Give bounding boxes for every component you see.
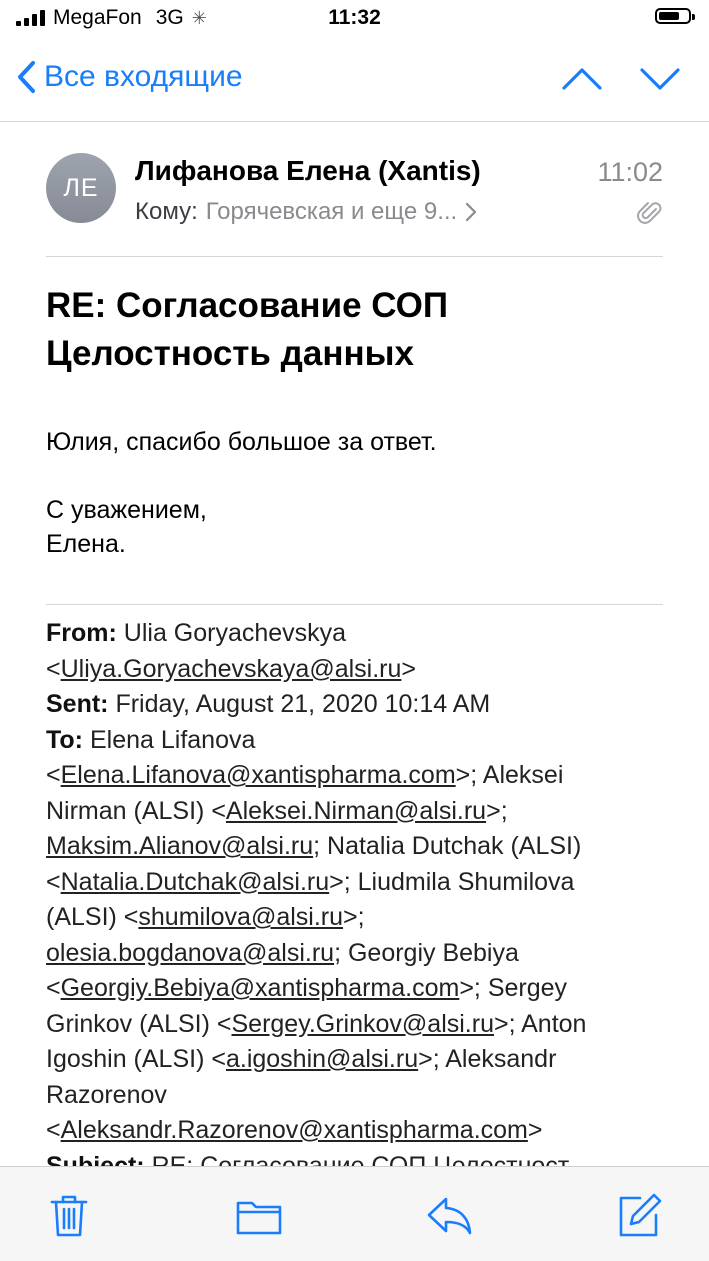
previous-message-button[interactable] bbox=[560, 64, 604, 94]
attachment-icon bbox=[637, 200, 663, 226]
recipient-name: Aleksandr bbox=[445, 1045, 557, 1073]
trash-icon bbox=[52, 1197, 86, 1235]
compose-button[interactable] bbox=[614, 1191, 664, 1241]
recipient-name: Nirman (ALSI) bbox=[46, 796, 205, 825]
email-link[interactable]: Maksim.Alianov@alsi.ru bbox=[46, 832, 314, 860]
avatar[interactable]: ЛЕ bbox=[46, 153, 116, 223]
email-link[interactable]: Sergey.Grinkov@alsi.ru bbox=[231, 1009, 494, 1038]
email-link[interactable]: Uliya.Goryachevskaya@alsi.ru bbox=[60, 654, 402, 683]
email-link[interactable]: Aleksei.Nirman@alsi.ru bbox=[225, 796, 487, 825]
recipient-name: Grinkov (ALSI) bbox=[46, 1009, 210, 1038]
recipient-name: Anton bbox=[521, 1009, 587, 1038]
recipient-name: Sergey bbox=[487, 974, 568, 1002]
chevron-right-icon bbox=[465, 202, 477, 222]
chevron-up-icon bbox=[564, 70, 600, 88]
email-link[interactable]: Elena.Lifanova@xantispharma.com bbox=[60, 761, 456, 789]
recipient-name: Liudmila Shumilova bbox=[357, 867, 575, 896]
carrier-name: MegaFon bbox=[53, 6, 142, 29]
header-divider bbox=[46, 256, 663, 257]
signature-text: Елена. bbox=[46, 530, 126, 558]
email-link[interactable]: olesia.bogdanova@alsi.ru bbox=[46, 938, 335, 967]
recipient-name: Natalia Dutchak (ALSI) bbox=[327, 832, 582, 860]
to-label: To: bbox=[46, 725, 84, 754]
sent-value: Friday, August 21, 2020 10:14 AM bbox=[115, 690, 491, 718]
message-body bbox=[46, 425, 666, 561]
recipient-name: Igoshin (ALSI) bbox=[46, 1045, 205, 1073]
reply-button[interactable] bbox=[424, 1191, 474, 1241]
activity-spinner-icon: ✳ bbox=[191, 7, 207, 28]
navigation-bar bbox=[0, 50, 709, 110]
quoted-message: From: Ulia Goryachevskya <Uliya.Goryachevskaya@alsi.ru> Sent: Friday, August 21, 2020 10:14 AM To: Elena Lifanova <Elena.Lifanova@xantispharma.com>; Aleksei Nirman (ALSI) <Aleksei.Nirman@alsi.ru>; Maksim.Alianov@alsi.ru; Natalia Dutchak (ALSI) <Natalia.Dutchak@alsi.ru>; Liudmila Shumilova (ALSI) <shumilova@alsi.ru>; olesia.bogdanova@alsi.ru; Georgiy Bebiya <Georgiy.Bebiya@xantispharma.com>; Sergey Grinkov (ALSI) <Sergey.Grinkov@alsi.ru>; Anton Igoshin (ALSI) <a.igoshin@alsi.ru>; Aleksandr Razorenov <Aleksandr.Razorenov@xantispharma.com> bbox=[46, 616, 668, 1184]
recipient-name: Georgiy Bebiya bbox=[347, 938, 519, 967]
recipients-row[interactable] bbox=[135, 198, 477, 226]
regards-text: С уважением, bbox=[46, 496, 207, 524]
compose-icon bbox=[621, 1195, 660, 1235]
status-bar bbox=[0, 0, 709, 40]
bottom-toolbar bbox=[0, 1166, 709, 1261]
folder-icon bbox=[238, 1203, 280, 1233]
to-label: Кому: bbox=[135, 198, 198, 225]
recipient-name: Razorenov bbox=[46, 1080, 167, 1109]
network-type: 3G bbox=[155, 6, 184, 29]
body-spacer bbox=[46, 459, 666, 493]
chevron-left-icon bbox=[16, 60, 36, 94]
back-label: Все входящие bbox=[44, 60, 243, 93]
email-link[interactable]: Aleksandr.Razorenov@xantispharma.com bbox=[60, 1116, 528, 1144]
battery-icon bbox=[655, 8, 691, 24]
to-value: Горячевская и еще 9... bbox=[205, 198, 458, 225]
move-to-folder-button[interactable] bbox=[234, 1191, 284, 1241]
recipient-name: Elena Lifanova bbox=[89, 725, 256, 754]
chevron-down-icon bbox=[642, 70, 678, 88]
from-name: Ulia Goryachevskya bbox=[123, 619, 347, 647]
message-time: 11:02 bbox=[597, 157, 663, 187]
email-link[interactable]: shumilova@alsi.ru bbox=[138, 903, 344, 931]
sent-label: Sent: bbox=[46, 690, 109, 718]
quote-divider bbox=[46, 604, 663, 605]
body-text: Юлия, спасибо большое за ответ. bbox=[46, 428, 437, 456]
email-link[interactable]: Georgiy.Bebiya@xantispharma.com bbox=[60, 974, 460, 1002]
back-button[interactable] bbox=[16, 60, 243, 94]
recipient-name: Aleksei bbox=[482, 761, 564, 789]
from-label: From: bbox=[46, 619, 117, 647]
recipient-name: (ALSI) bbox=[46, 903, 117, 931]
next-message-button[interactable] bbox=[638, 64, 682, 94]
email-link[interactable]: a.igoshin@alsi.ru bbox=[225, 1045, 419, 1073]
reply-icon bbox=[429, 1199, 470, 1233]
trash-button[interactable] bbox=[44, 1191, 94, 1241]
status-time: 11:32 bbox=[328, 6, 381, 29]
message-subject: RE: Согласование СОП Целостность данных bbox=[46, 286, 449, 373]
sender-name[interactable]: Лифанова Елена (Xantis) bbox=[135, 155, 481, 186]
email-link[interactable]: Natalia.Dutchak@alsi.ru bbox=[60, 867, 330, 896]
message-header bbox=[0, 122, 709, 256]
